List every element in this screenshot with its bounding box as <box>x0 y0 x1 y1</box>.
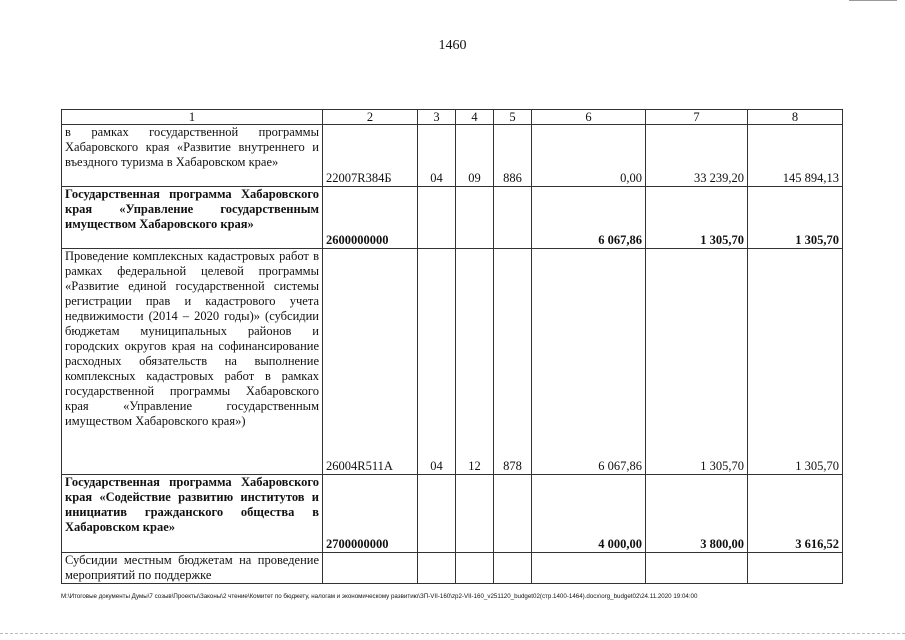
column-header-8: 8 <box>748 110 843 125</box>
column-header-5: 5 <box>494 110 532 125</box>
row-amount-6: 6 067,86 <box>532 249 646 475</box>
column-number-row <box>62 110 843 125</box>
row-expense-type: 878 <box>494 249 532 475</box>
row-subsection: 09 <box>456 125 494 187</box>
top-edge-mark <box>849 0 897 1</box>
row-section: 04 <box>418 125 456 187</box>
row-amount-6: 6 067,86 <box>532 187 646 249</box>
row-amount-8: 145 894,13 <box>748 125 843 187</box>
column-header-2: 2 <box>323 110 418 125</box>
row-code: 26004R511A <box>323 249 418 475</box>
row-amount-8 <box>748 553 843 584</box>
row-amount-6: 4 000,00 <box>532 475 646 553</box>
row-subsection: 12 <box>456 249 494 475</box>
row-amount-7: 1 305,70 <box>646 249 748 475</box>
table-row <box>62 187 843 249</box>
row-expense-type <box>494 553 532 584</box>
row-code: 2600000000 <box>323 187 418 249</box>
row-subsection <box>456 553 494 584</box>
row-code <box>323 553 418 584</box>
row-amount-8: 1 305,70 <box>748 249 843 475</box>
row-amount-7: 3 800,00 <box>646 475 748 553</box>
table-row <box>62 475 843 553</box>
row-description: Государственная программа Хабаровского края «Управление государственным имуществом Хабаровского края» <box>62 187 323 249</box>
column-header-7: 7 <box>646 110 748 125</box>
row-subsection <box>456 475 494 553</box>
row-section: 04 <box>418 249 456 475</box>
row-description: Субсидии местным бюджетам на проведение мероприятий по поддержке <box>62 553 323 584</box>
bottom-edge-mark <box>0 633 905 634</box>
row-section <box>418 187 456 249</box>
column-header-4: 4 <box>456 110 494 125</box>
row-code: 22007R384Б <box>323 125 418 187</box>
row-amount-7 <box>646 553 748 584</box>
table-row <box>62 249 843 475</box>
row-code: 2700000000 <box>323 475 418 553</box>
table-row <box>62 553 843 584</box>
row-amount-8: 3 616,52 <box>748 475 843 553</box>
row-description: Проведение комплексных кадастровых работ в рамках федеральной целевой программы «Развитие единой государственной системы регистрации прав и кадастрового учета недвижимости (2014 – 2020 годы)» (субсидии бюджетам муниципальных районов и городских округов края на софинансирование расходных обязательств на выполнение комплексных кадастровых работ в рамках государственной программы Хабаровского края «Управление государственным имуществом Хабаровского края») <box>62 249 323 475</box>
column-header-3: 3 <box>418 110 456 125</box>
row-amount-8: 1 305,70 <box>748 187 843 249</box>
row-section <box>418 553 456 584</box>
column-header-6: 6 <box>532 110 646 125</box>
row-description: Государственная программа Хабаровского края «Содействие развитию институтов и инициатив гражданского общества в Хабаровском крае» <box>62 475 323 553</box>
row-description: в рамках государственной программы Хабаровского края «Развитие внутреннего и въездного туризма в Хабаровском крае» <box>62 125 323 187</box>
row-amount-6 <box>532 553 646 584</box>
table-row <box>62 125 843 187</box>
row-amount-6: 0,00 <box>532 125 646 187</box>
row-amount-7: 33 239,20 <box>646 125 748 187</box>
budget-table <box>61 109 843 584</box>
file-path-footer: M:\Итоговые документы Думы\7 созыв\Проекты\Законы\2 чтение\Комитет по бюджету, налогам и экономическому развитию\ЗП-VII-160\zp2-VII-160_v251120_budget02(стр.1400-1464).docx\org_budget02\24.11.2020 19:04:00 <box>61 593 698 600</box>
row-expense-type: 886 <box>494 125 532 187</box>
row-amount-7: 1 305,70 <box>646 187 748 249</box>
page-number: 1460 <box>438 38 467 53</box>
row-section <box>418 475 456 553</box>
row-expense-type <box>494 187 532 249</box>
row-expense-type <box>494 475 532 553</box>
row-subsection <box>456 187 494 249</box>
column-header-1: 1 <box>62 110 323 125</box>
